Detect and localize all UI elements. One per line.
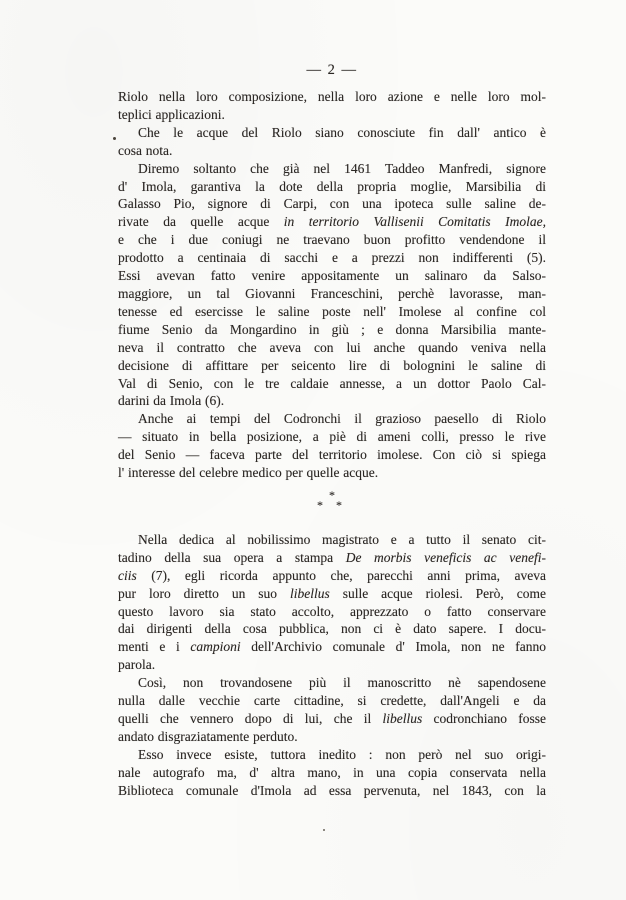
body-text: (7), egli ricorda appunto che, parecchi anni prima, aveva [136,567,546,583]
italic-text: libellus [382,711,423,726]
text-line [118,392,546,410]
italic-text: libellus [290,585,330,601]
body-text: cosa nota. [118,142,173,158]
text-line [118,464,546,482]
text-line [118,656,546,674]
body-text: andato disgraziatamente perduto. [118,728,298,744]
text-line [118,603,546,621]
body-text: dell'Archivio comunale d' Imola, non ne fanno [240,639,546,655]
paragraph [118,746,546,800]
text-line [118,249,546,267]
text-line [118,321,546,339]
text-line [118,531,546,549]
body-text: maggiore, un tal Giovanni Franceschini, perchè lavorasse, man- [118,285,546,301]
italic-text: campioni [190,639,241,655]
body-text: Galasso Pio, signore di Carpi, con una ipoteca sulle saline de- [118,196,546,212]
body-text: del Senio — faceva parte del territorio imolese. Con ciò si spiega [118,447,546,463]
paragraph [118,531,546,674]
asterism-bottom: * * [317,497,347,512]
text-line [118,446,546,464]
paragraph [118,124,546,160]
body-text: Essi avevan fatto venire appositamente un salinaro da Salso- [118,268,546,284]
text-line [118,142,546,160]
body-text: parola. [118,657,156,673]
text-line [118,267,546,285]
asterism-separator [118,487,546,512]
text-line [118,195,546,213]
italic-text: in territorio Vallisenii Comitatis Imolae, [283,214,546,230]
body-text: Nella dedica al nobilissimo magistrato e a tutto il senato cit- [138,531,546,547]
text-line [118,160,546,178]
text-line [118,674,546,692]
text-line [118,567,546,585]
paragraph [118,674,546,746]
text-line [118,375,546,393]
text-line [118,620,546,638]
body-text: dai dirigenti della cosa pubblica, non ci è dato sapere. I docu- [118,621,546,637]
text-line [118,339,546,357]
text-line [118,638,546,656]
text-column [118,88,546,800]
body-text: nale autografo ma, d' altra mano, in una copia conservata nella [118,764,546,780]
body-text: Che le acque del Riolo siano conosciute fin dall' antico è [138,124,546,140]
body-text: — situato in bella posizione, a piè di ameni colli, presso le rive [118,429,546,445]
body-text: tenesse ed esercisse le saline poste nell' Imolese al confine col [118,303,546,319]
text-line [118,231,546,249]
body-text: neva il contratto che aveva con lui anche quando veniva nella [118,339,546,355]
text-line [118,357,546,375]
body-text: Anche ai tempi del Codronchi il grazioso paesello di Riolo [138,411,546,427]
text-line [118,585,546,603]
text-line [118,692,546,710]
paragraph [118,88,546,124]
body-text: decisione di affittare per seicento lire di bolognini le saline di [118,357,546,373]
paragraph [118,160,546,411]
body-text: Biblioteca comunale d'Imola ad essa pervenuta, nel 1843, con la [118,782,546,798]
body-text: nulla dalle vecchie carte cittadine, si credette, dall'Angeli e da [118,693,546,709]
body-text: quelli che vennero dopo di lui, che il [118,711,383,726]
text-line [118,782,546,800]
text-line [118,88,546,106]
body-text: menti e i [118,639,191,655]
text-line [118,728,546,746]
text-line [118,710,546,728]
body-text: rivate da quelle acque [118,214,284,230]
text-line [118,303,546,321]
text-line [118,746,546,764]
body-text: tadino della sua opera a stampa [118,549,346,565]
italic-text: De morbis veneficis ac venefi- [345,549,546,565]
text-line [118,285,546,303]
body-text: codronchiano fosse [422,711,546,726]
body-text: pur loro diretto un suo [118,585,291,601]
text-line [118,549,546,567]
italic-text: ciis [118,567,137,583]
text-line [118,410,546,428]
text-line [118,124,546,142]
body-text: d' Imola, garantiva la dote della propria moglie, Marsibilia di [118,178,546,194]
body-text: darini da Imola (6). [118,393,225,409]
text-line [118,213,546,231]
text-line [118,428,546,446]
text-line [118,178,546,196]
ink-speck [113,137,116,140]
body-text: Riolo nella loro composizione, nella loro azione e nelle loro mol- [118,89,546,104]
body-text: Diremo soltanto che già nel 1461 Taddeo Manfredi, signore [138,160,546,176]
asterism-top: * [329,487,335,502]
body-text: sulle acque riolesi. Però, come [329,585,546,601]
page-number: — 2 — [306,62,358,78]
body-text: Così, non trovandosene più il manoscritto nè sapendosene [138,675,546,691]
body-text: teplici applicazioni. [118,106,225,122]
body-text: l' interesse del celebre medico per quelle acque. [118,465,379,481]
body-text: questo lavoro sia stato accolto, apprezzato o fatto conservare [118,603,546,619]
text-line [118,106,546,124]
paragraph [118,410,546,482]
text-line [118,764,546,782]
body-text: fiume Senio da Mongardino in giù ; e donna Marsibilia mante- [118,321,546,337]
body-text: Esso invece esiste, tuttora inedito : non però nel suo origi- [138,746,546,762]
body-text: Val di Senio, con le tre caldaie annesse, a un dottor Paolo Cal- [118,375,546,391]
body-text: prodotto a centinaia di sacchi e a prezzi non indifferenti (5). [118,250,546,266]
ink-speck [323,829,325,831]
body-text: e che i due coniugi ne traevano buon profitto vendendone il [118,232,546,248]
